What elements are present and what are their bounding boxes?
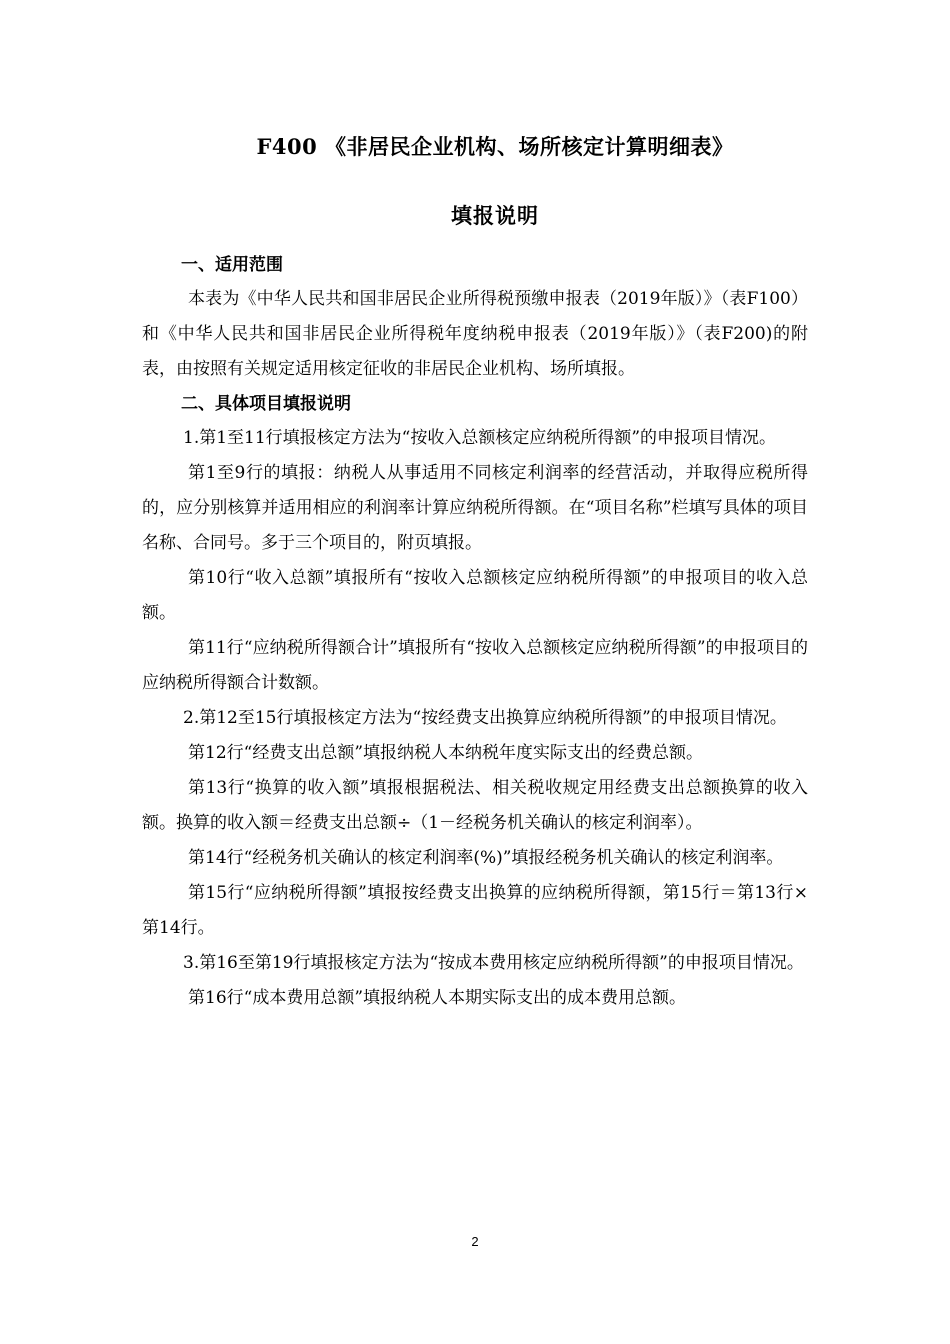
item-paragraph-7: 第13行“换算的收入额”填报根据税法、相关税收规定用经费支出总额换算的收入额。换算的收入额＝经费支出总额÷（1－经税务机关确认的核定利润率）。 <box>142 778 808 833</box>
item-paragraph-9: 第15行“应纳税所得额”填报按经费支出换算的应纳税所得额，第15行＝第13行×第14行。 <box>142 883 808 938</box>
item-paragraph-6: 第12行“经费支出总额”填报纳税人本纳税年度实际支出的经费总额。 <box>188 743 704 763</box>
item-paragraph-1: 1.第1至11行填报核定方法为“按收入总额核定应纳税所得额”的申报项目情况。 <box>183 428 777 448</box>
item-paragraph-11: 第16行“成本费用总额”填报纳税人本期实际支出的成本费用总额。 <box>188 988 687 1008</box>
item-paragraph-2: 第1至9行的填报：纳税人从事适用不同核定利润率的经营活动，并取得应税所得的，应分别核算并适用相应的利润率计算应纳税所得额。在“项目名称”栏填写具体的项目名称、合同号。多于三个项目的，附页填报。 <box>142 463 808 553</box>
document-subtitle: 填报说明 <box>451 203 539 228</box>
item-paragraph-8: 第14行“经税务机关确认的核定利润率(%)”填报经税务机关确认的核定利润率。 <box>188 848 784 868</box>
document-body <box>142 248 808 1016</box>
item-paragraph-10: 3.第16至第19行填报核定方法为“按成本费用核定应纳税所得额”的申报项目情况。 <box>183 953 804 973</box>
document-title: F400 《非居民企业机构、场所核定计算明细表》 <box>256 134 734 159</box>
scope-paragraph: 本表为《中华人民共和国非居民企业所得税预缴申报表（2019年版）》（表F100）和《中华人民共和国非居民企业所得税年度纳税申报表（2019年版）》（表F200)的附表，由按照有关规定适用核定征收的非居民企业机构、场所填报。 <box>142 289 808 379</box>
item-paragraph-3: 第10行“收入总额”填报所有“按收入总额核定应纳税所得额”的申报项目的收入总额。 <box>142 568 808 623</box>
item-paragraph-4: 第11行“应纳税所得额合计”填报所有“按收入总额核定应纳税所得额”的申报项目的应纳税所得额合计数额。 <box>142 638 808 693</box>
section-heading-items: 二、具体项目填报说明 <box>181 394 351 414</box>
page-number: 2 <box>471 1234 479 1249</box>
item-paragraph-5: 2.第12至15行填报核定方法为“按经费支出换算应纳税所得额”的申报项目情况。 <box>183 708 787 728</box>
section-heading-scope: 一、适用范围 <box>181 255 283 275</box>
